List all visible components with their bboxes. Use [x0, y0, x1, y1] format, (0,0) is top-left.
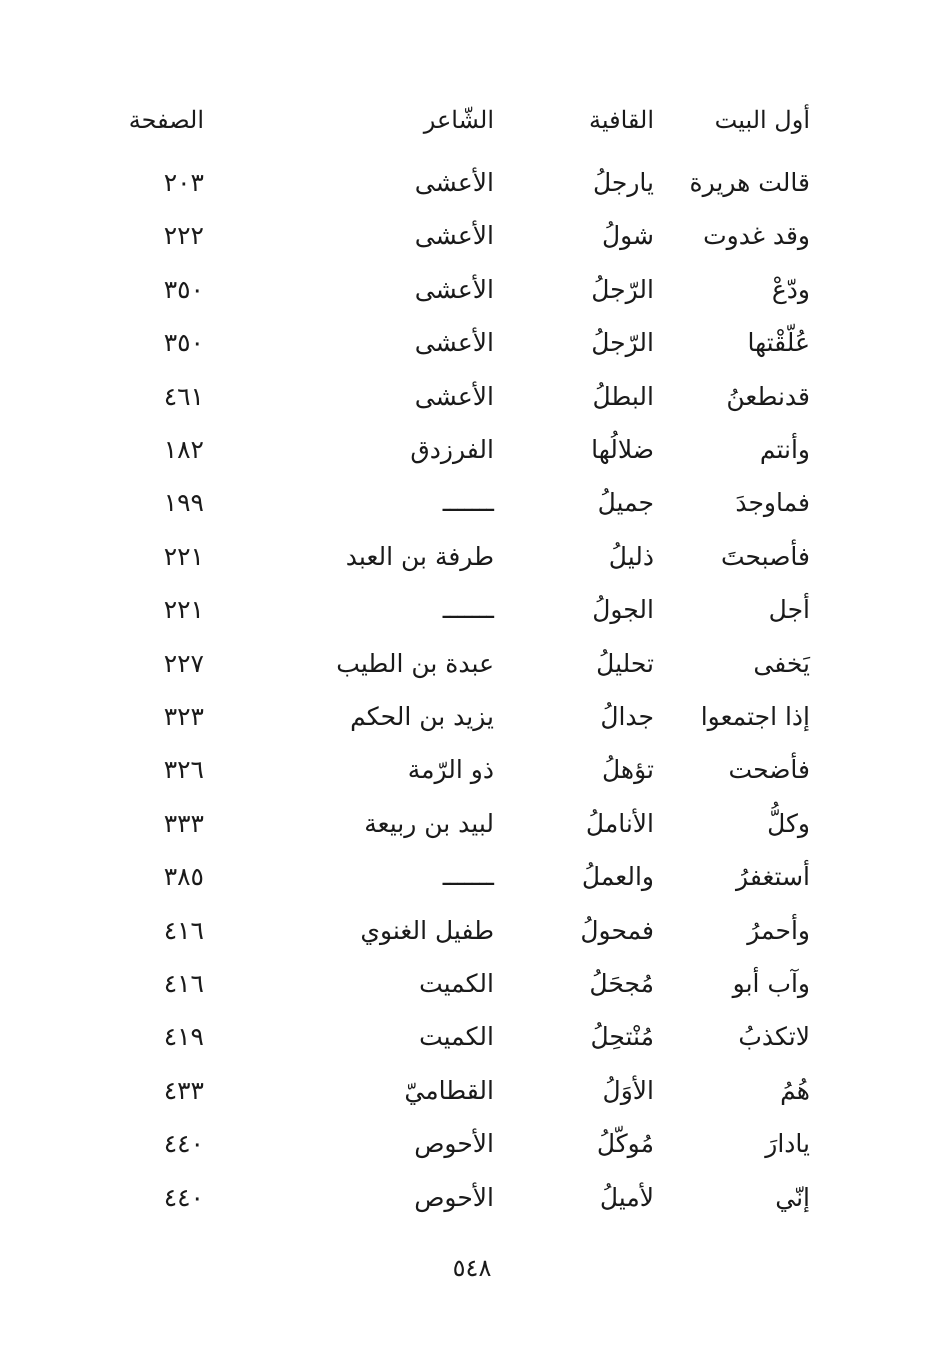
row-rhyme: ضلالُها — [591, 435, 654, 464]
row-first-verse: أستغفرُ — [736, 862, 810, 891]
row-page: ١٨٢ — [163, 435, 204, 464]
row-page: ٣٢٣ — [163, 702, 204, 731]
header-first-verse: أول البيت — [714, 106, 810, 134]
row-poet: الأحوص — [414, 1183, 494, 1212]
row-rhyme: جميلُ — [597, 488, 654, 517]
row-rhyme: مُجحَلُ — [589, 969, 654, 998]
row-poet: الأعشى — [414, 328, 494, 357]
row-first-verse: وأنتم — [759, 435, 810, 464]
row-poet: الكميت — [419, 1022, 494, 1051]
table-row — [0, 216, 944, 256]
table-row — [0, 590, 944, 630]
table-row — [0, 430, 944, 470]
header-poet: الشّاعر — [423, 106, 494, 134]
row-rhyme: الرّجلُ — [591, 275, 654, 304]
row-first-verse: قدنطعنُ — [726, 382, 810, 411]
row-first-verse: إنّي — [775, 1183, 810, 1212]
table-row — [0, 537, 944, 577]
table-row — [0, 697, 944, 737]
row-first-verse: فأضحت — [728, 755, 810, 784]
row-first-verse: ودّعْ — [771, 275, 810, 304]
row-first-verse: أجل — [768, 595, 810, 624]
table-row — [0, 644, 944, 684]
row-rhyme: فمحولُ — [580, 916, 654, 945]
table-row — [0, 857, 944, 897]
row-page: ٤١٦ — [163, 916, 204, 945]
row-rhyme: الجولُ — [592, 595, 654, 624]
row-page: ٤١٩ — [163, 1022, 204, 1051]
row-rhyme: الرّجلُ — [591, 328, 654, 357]
row-poet: ـــــــ — [442, 488, 494, 517]
row-first-verse: وأحمرُ — [747, 916, 810, 945]
table-row — [0, 483, 944, 523]
row-poet: الأعشى — [414, 275, 494, 304]
row-poet: الأحوص — [414, 1129, 494, 1158]
row-poet: ـــــــ — [442, 862, 494, 891]
row-rhyme: يارجلُ — [592, 168, 654, 197]
row-page: ٢٢٢ — [163, 221, 204, 250]
row-rhyme: البطلُ — [592, 382, 654, 411]
row-first-verse: قالت هريرة — [689, 168, 810, 197]
row-rhyme: جدالُ — [600, 702, 654, 731]
row-page: ٢٠٣ — [163, 168, 204, 197]
row-rhyme: لأميلُ — [599, 1183, 654, 1212]
row-first-verse: يادارَ — [765, 1129, 810, 1158]
row-rhyme: مُوكّلُ — [596, 1129, 654, 1158]
row-first-verse: وآب أبو — [732, 969, 810, 998]
table-row — [0, 1124, 944, 1164]
table-row — [0, 270, 944, 310]
row-poet: الكميت — [419, 969, 494, 998]
row-poet: عبدة بن الطيب — [336, 649, 494, 678]
row-first-verse: عُلّقْتها — [747, 328, 810, 357]
header-page: الصفحة — [128, 106, 204, 134]
table-row — [0, 1017, 944, 1057]
table-row — [0, 964, 944, 1004]
row-page: ٢٢١ — [163, 595, 204, 624]
row-poet: القطاميّ — [404, 1076, 494, 1105]
row-page: ٣٥٠ — [163, 275, 204, 304]
row-poet: الفرزدق — [410, 435, 494, 464]
row-poet: لبيد بن ربيعة — [364, 809, 494, 838]
row-rhyme: الأناملُ — [585, 809, 654, 838]
row-first-verse: وكلُّ — [767, 809, 810, 838]
row-first-verse: لاتكذبُ — [738, 1022, 810, 1051]
row-first-verse: يَخفى — [753, 649, 810, 678]
row-page: ١٩٩ — [163, 488, 204, 517]
row-poet: الأعشى — [414, 382, 494, 411]
row-page: ٤٤٠ — [163, 1129, 204, 1158]
row-poet: الأعشى — [414, 221, 494, 250]
table-row — [0, 377, 944, 417]
row-rhyme: مُنْتحِلُ — [590, 1022, 654, 1051]
row-rhyme: الأوَلُ — [602, 1076, 654, 1105]
row-page: ٤٦١ — [163, 382, 204, 411]
row-poet: الأعشى — [414, 168, 494, 197]
row-page: ٤٣٣ — [163, 1076, 204, 1105]
table-row — [0, 1178, 944, 1218]
row-first-verse: فأصبحتَ — [720, 542, 810, 571]
row-page: ٣٣٣ — [163, 809, 204, 838]
table-row — [0, 1071, 944, 1111]
row-rhyme: تؤهلُ — [602, 755, 654, 784]
row-poet: طفيل الغنوي — [360, 916, 494, 945]
row-poet: ذو الرّمة — [407, 755, 494, 784]
page-number: ٥٤٨ — [452, 1254, 492, 1282]
row-first-verse: هُمُ — [780, 1076, 810, 1105]
row-page: ٤١٦ — [163, 969, 204, 998]
row-rhyme: تحليلُ — [596, 649, 654, 678]
row-page: ٣٢٦ — [163, 755, 204, 784]
table-row — [0, 911, 944, 951]
row-poet: طرفة بن العبد — [345, 542, 494, 571]
row-page: ٢٢٧ — [163, 649, 204, 678]
row-rhyme: ذليلُ — [608, 542, 654, 571]
row-rhyme: والعملُ — [581, 862, 654, 891]
table-row — [0, 750, 944, 790]
row-page: ٢٢١ — [163, 542, 204, 571]
row-poet: ـــــــ — [442, 595, 494, 624]
header-rhyme: القافية — [588, 106, 654, 134]
row-page: ٣٨٥ — [163, 862, 204, 891]
row-first-verse: إذا اجتمعوا — [700, 702, 810, 731]
row-rhyme: شولُ — [601, 221, 654, 250]
table-row — [0, 804, 944, 844]
table-row — [0, 163, 944, 203]
table-row — [0, 323, 944, 363]
row-first-verse: وقد غدوت — [703, 221, 810, 250]
table-header — [0, 100, 944, 140]
row-poet: يزيد بن الحكم — [350, 702, 494, 731]
row-page: ٣٥٠ — [163, 328, 204, 357]
row-first-verse: فماوجدَ — [735, 488, 810, 517]
row-page: ٤٤٠ — [163, 1183, 204, 1212]
